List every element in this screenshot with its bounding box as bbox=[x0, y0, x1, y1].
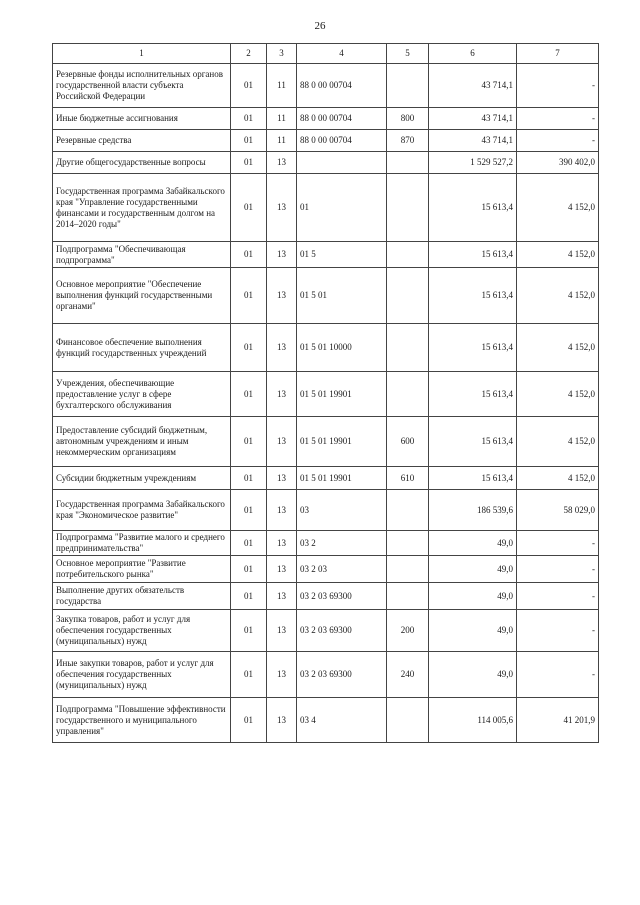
row-section: 01 bbox=[231, 152, 267, 174]
row-subsection: 13 bbox=[267, 610, 297, 652]
row-target-article: 01 5 bbox=[297, 242, 387, 268]
row-expense-type: 610 bbox=[387, 467, 429, 490]
row-section: 01 bbox=[231, 652, 267, 698]
row-name: Иные закупки товаров, работ и услуг для обеспечения государственных (муниципальных) нужд bbox=[53, 652, 231, 698]
row-section: 01 bbox=[231, 583, 267, 610]
row-target-article: 01 5 01 10000 bbox=[297, 324, 387, 372]
table-row bbox=[53, 64, 599, 108]
row-name: Государственная программа Забайкальского края "Управление государственными финансами и государственным долгом на 2014–2020 годы" bbox=[53, 174, 231, 242]
row-subsection: 13 bbox=[267, 467, 297, 490]
row-section: 01 bbox=[231, 268, 267, 324]
row-name: Резервные средства bbox=[53, 130, 231, 152]
row-target-article: 03 2 bbox=[297, 531, 387, 556]
table-header bbox=[53, 44, 599, 64]
row-name: Иные бюджетные ассигнования bbox=[53, 108, 231, 130]
row-name: Основное мероприятие "Развитие потребительского рынка" bbox=[53, 556, 231, 583]
row-name: Финансовое обеспечение выполнения функций государственных учреждений bbox=[53, 324, 231, 372]
row-subsection: 11 bbox=[267, 130, 297, 152]
row-target-article: 88 0 00 00704 bbox=[297, 108, 387, 130]
row-name: Подпрограмма "Обеспечивающая подпрограмма" bbox=[53, 242, 231, 268]
row-expense-type: 800 bbox=[387, 108, 429, 130]
row-section: 01 bbox=[231, 130, 267, 152]
row-amount-total: 49,0 bbox=[429, 652, 517, 698]
table-row bbox=[53, 583, 599, 610]
row-amount-second: 41 201,9 bbox=[517, 698, 599, 743]
row-section: 01 bbox=[231, 610, 267, 652]
table-row bbox=[53, 372, 599, 417]
column-header: 3 bbox=[267, 44, 297, 64]
row-target-article: 01 bbox=[297, 174, 387, 242]
row-section: 01 bbox=[231, 108, 267, 130]
row-section: 01 bbox=[231, 64, 267, 108]
row-amount-total: 43 714,1 bbox=[429, 64, 517, 108]
budget-table bbox=[52, 43, 599, 743]
row-expense-type bbox=[387, 583, 429, 610]
row-amount-second: - bbox=[517, 108, 599, 130]
row-expense-type bbox=[387, 556, 429, 583]
table-row bbox=[53, 652, 599, 698]
row-subsection: 13 bbox=[267, 174, 297, 242]
row-amount-total: 114 005,6 bbox=[429, 698, 517, 743]
table-row bbox=[53, 698, 599, 743]
row-subsection: 13 bbox=[267, 556, 297, 583]
row-section: 01 bbox=[231, 324, 267, 372]
row-amount-total: 49,0 bbox=[429, 610, 517, 652]
table-row bbox=[53, 152, 599, 174]
row-target-article: 01 5 01 19901 bbox=[297, 372, 387, 417]
row-amount-total: 49,0 bbox=[429, 556, 517, 583]
row-name: Государственная программа Забайкальского края "Экономическое развитие" bbox=[53, 490, 231, 531]
row-amount-total: 1 529 527,2 bbox=[429, 152, 517, 174]
table-row bbox=[53, 242, 599, 268]
row-expense-type bbox=[387, 152, 429, 174]
row-section: 01 bbox=[231, 556, 267, 583]
row-target-article: 88 0 00 00704 bbox=[297, 130, 387, 152]
column-header: 7 bbox=[517, 44, 599, 64]
row-expense-type bbox=[387, 268, 429, 324]
table-row bbox=[53, 108, 599, 130]
row-subsection: 13 bbox=[267, 324, 297, 372]
row-amount-second: 4 152,0 bbox=[517, 242, 599, 268]
row-subsection: 11 bbox=[267, 108, 297, 130]
row-section: 01 bbox=[231, 417, 267, 467]
row-amount-total: 186 539,6 bbox=[429, 490, 517, 531]
row-name: Выполнение других обязательств государства bbox=[53, 583, 231, 610]
row-subsection: 13 bbox=[267, 417, 297, 467]
row-subsection: 13 bbox=[267, 242, 297, 268]
row-name: Резервные фонды исполнительных органов государственной власти субъекта Российской Федерации bbox=[53, 64, 231, 108]
row-amount-second: 4 152,0 bbox=[517, 467, 599, 490]
row-amount-second: - bbox=[517, 531, 599, 556]
row-target-article: 03 2 03 69300 bbox=[297, 610, 387, 652]
row-target-article: 01 5 01 19901 bbox=[297, 417, 387, 467]
table-row bbox=[53, 531, 599, 556]
row-amount-total: 15 613,4 bbox=[429, 242, 517, 268]
table-row bbox=[53, 490, 599, 531]
row-target-article bbox=[297, 152, 387, 174]
row-expense-type: 600 bbox=[387, 417, 429, 467]
row-amount-total: 43 714,1 bbox=[429, 108, 517, 130]
table-row bbox=[53, 556, 599, 583]
table-row bbox=[53, 268, 599, 324]
table-body bbox=[53, 64, 599, 743]
row-amount-second: - bbox=[517, 556, 599, 583]
row-expense-type bbox=[387, 64, 429, 108]
row-amount-second: 4 152,0 bbox=[517, 268, 599, 324]
row-name: Основное мероприятие "Обеспечение выполнения функций государственными органами" bbox=[53, 268, 231, 324]
column-header: 5 bbox=[387, 44, 429, 64]
row-amount-second: 58 029,0 bbox=[517, 490, 599, 531]
row-name: Другие общегосударственные вопросы bbox=[53, 152, 231, 174]
row-name: Предоставление субсидий бюджетным, автономным учреждениям и иным некоммерческим организациям bbox=[53, 417, 231, 467]
row-amount-total: 15 613,4 bbox=[429, 372, 517, 417]
row-amount-second: 4 152,0 bbox=[517, 372, 599, 417]
row-amount-total: 49,0 bbox=[429, 531, 517, 556]
row-expense-type bbox=[387, 372, 429, 417]
table-row bbox=[53, 130, 599, 152]
row-subsection: 13 bbox=[267, 698, 297, 743]
row-section: 01 bbox=[231, 242, 267, 268]
row-expense-type: 200 bbox=[387, 610, 429, 652]
row-target-article: 03 bbox=[297, 490, 387, 531]
row-expense-type bbox=[387, 698, 429, 743]
row-section: 01 bbox=[231, 698, 267, 743]
row-expense-type bbox=[387, 242, 429, 268]
row-amount-total: 49,0 bbox=[429, 583, 517, 610]
row-name: Закупка товаров, работ и услуг для обеспечения государственных (муниципальных) нужд bbox=[53, 610, 231, 652]
row-target-article: 88 0 00 00704 bbox=[297, 64, 387, 108]
row-target-article: 03 2 03 69300 bbox=[297, 583, 387, 610]
row-subsection: 13 bbox=[267, 372, 297, 417]
row-target-article: 03 4 bbox=[297, 698, 387, 743]
row-amount-second: - bbox=[517, 130, 599, 152]
row-target-article: 01 5 01 19901 bbox=[297, 467, 387, 490]
row-amount-second: - bbox=[517, 583, 599, 610]
row-subsection: 13 bbox=[267, 490, 297, 531]
column-header: 2 bbox=[231, 44, 267, 64]
row-amount-total: 15 613,4 bbox=[429, 324, 517, 372]
page-number: 26 bbox=[314, 20, 326, 32]
row-expense-type: 870 bbox=[387, 130, 429, 152]
row-amount-second: - bbox=[517, 652, 599, 698]
row-expense-type bbox=[387, 174, 429, 242]
row-amount-total: 43 714,1 bbox=[429, 130, 517, 152]
row-subsection: 11 bbox=[267, 64, 297, 108]
row-amount-second: - bbox=[517, 610, 599, 652]
row-section: 01 bbox=[231, 372, 267, 417]
row-name: Субсидии бюджетным учреждениям bbox=[53, 467, 231, 490]
column-header: 4 bbox=[297, 44, 387, 64]
row-section: 01 bbox=[231, 490, 267, 531]
row-amount-total: 15 613,4 bbox=[429, 174, 517, 242]
row-name: Подпрограмма "Развитие малого и среднего предпринимательства" bbox=[53, 531, 231, 556]
table-row bbox=[53, 174, 599, 242]
row-expense-type bbox=[387, 324, 429, 372]
column-header: 1 bbox=[53, 44, 231, 64]
row-subsection: 13 bbox=[267, 652, 297, 698]
row-subsection: 13 bbox=[267, 531, 297, 556]
row-amount-second: 4 152,0 bbox=[517, 324, 599, 372]
row-target-article: 01 5 01 bbox=[297, 268, 387, 324]
row-name: Подпрограмма "Повышение эффективности государственного и муниципального управления" bbox=[53, 698, 231, 743]
row-target-article: 03 2 03 69300 bbox=[297, 652, 387, 698]
row-subsection: 13 bbox=[267, 583, 297, 610]
row-amount-second: 4 152,0 bbox=[517, 417, 599, 467]
table-row bbox=[53, 324, 599, 372]
row-amount-second: 390 402,0 bbox=[517, 152, 599, 174]
row-section: 01 bbox=[231, 174, 267, 242]
table-row bbox=[53, 417, 599, 467]
row-amount-total: 15 613,4 bbox=[429, 467, 517, 490]
row-name: Учреждения, обеспечивающие предоставление услуг в сфере бухгалтерского обслуживания bbox=[53, 372, 231, 417]
column-header: 6 bbox=[429, 44, 517, 64]
row-amount-second: - bbox=[517, 64, 599, 108]
row-amount-total: 15 613,4 bbox=[429, 268, 517, 324]
row-expense-type bbox=[387, 531, 429, 556]
row-target-article: 03 2 03 bbox=[297, 556, 387, 583]
row-section: 01 bbox=[231, 531, 267, 556]
row-expense-type bbox=[387, 490, 429, 531]
row-amount-total: 15 613,4 bbox=[429, 417, 517, 467]
table-row bbox=[53, 610, 599, 652]
table-row bbox=[53, 467, 599, 490]
row-amount-second: 4 152,0 bbox=[517, 174, 599, 242]
row-subsection: 13 bbox=[267, 152, 297, 174]
row-expense-type: 240 bbox=[387, 652, 429, 698]
row-section: 01 bbox=[231, 467, 267, 490]
row-subsection: 13 bbox=[267, 268, 297, 324]
